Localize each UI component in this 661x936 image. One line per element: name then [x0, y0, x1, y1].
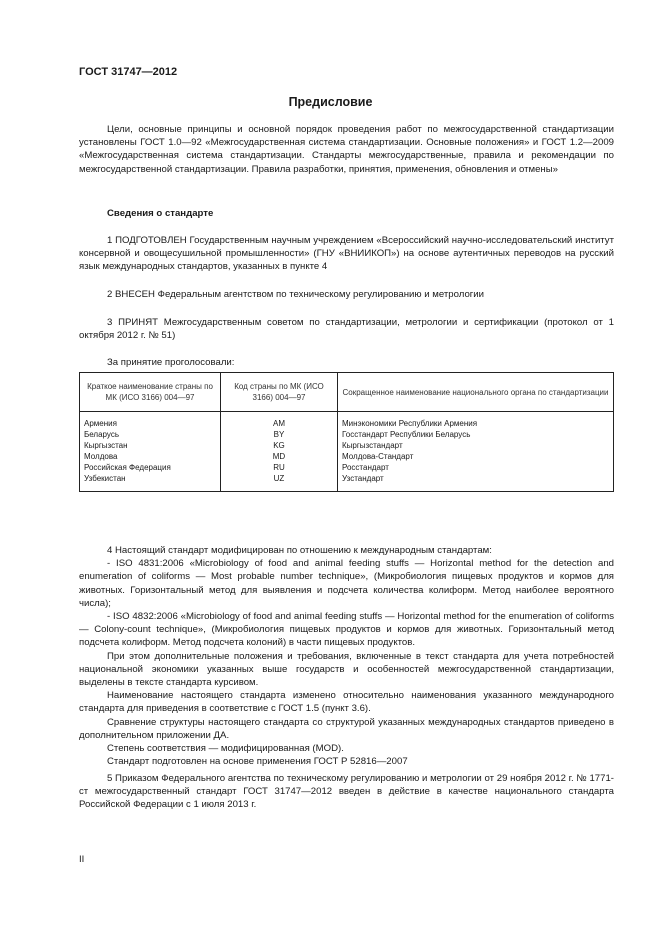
document-header: ГОСТ 31747—2012 [79, 66, 178, 78]
voting-table [79, 372, 614, 492]
item-4-basis: Стандарт подготовлен на основе применения ГОСТ Р 52816—2007 [107, 756, 408, 768]
country-cell: Узбекистан [80, 473, 221, 492]
page-number: II [79, 854, 85, 865]
column-header-code: Код страны по МК (ИСО 3166) 004—97 [221, 373, 338, 412]
code-cell: AM [221, 412, 338, 430]
item-4-name-changed: Наименование настоящего стандарта изменено относительно наименования указанного международного стандарта для приведения в соответствие с ГОСТ 1.5 (пункт 3.6). [79, 690, 614, 715]
body-cell: Узстандарт [338, 473, 614, 492]
country-cell: Армения [80, 412, 221, 430]
code-cell: UZ [221, 473, 338, 492]
code-cell: RU [221, 462, 338, 473]
column-header-body: Сокращенное наименование национального органа по стандартизации [338, 373, 614, 412]
table-row [80, 440, 614, 451]
about-heading: Сведения о стандарте [107, 208, 214, 219]
country-cell: Беларусь [80, 429, 221, 440]
item-4-iso-4832: - ISO 4832:2006 «Microbiology of food and animal feeding stuffs — Horizontal method for the enumeration of coliforms — Colony-count technique», (Микробиология пищевых продуктов и кормов для животных. Горизонтальный метод подсчета колиформ. Метод подсчета колоний) в части пищевых продуктов. [79, 611, 614, 649]
item-2-paragraph: 2 ВНЕСЕН Федеральным агентством по техническому регулированию и метрологии [107, 289, 485, 300]
country-cell: Российская Федерация [80, 462, 221, 473]
intro-paragraph: Цели, основные принципы и основной порядок проведения работ по межгосударственной стандартизации установлены ГОСТ 1.0—92 «Межгосударственная система стандартизации. Основные положения» и ГОСТ 1.2—2009 «Межгосударственная система стандартизации. Стандарты межгосударственные, правила и рекомендации по межгосударственной стандартизации. Правила разработки, принятия, применения, обновления и отмены» [79, 124, 614, 175]
column-header-country: Краткое наименование страны по МК (ИСО 3166) 004—97 [80, 373, 221, 412]
item-4-degree: Степень соответствия — модифицированная (MOD). [107, 743, 344, 755]
body-cell: Росстандарт [338, 462, 614, 473]
item-5-paragraph: 5 Приказом Федерального агентства по техническому регулированию и метрологии от 29 ноября 2012 г. № 1771-ст межгосударственный стандарт ГОСТ 31747—2012 введен в действие в качестве национального стандарта Российской Федерации с 1 июля 2013 г. [79, 773, 614, 811]
country-cell: Кыргызстан [80, 440, 221, 451]
item-4-iso-4831: - ISO 4831:2006 «Microbiology of food and animal feeding stuffs — Horizontal method for the detection and enumeration of coliforms — Most probable number technique», (Микробиология пищевых продуктов и кормов для животных. Горизонтальный метод для выявления и подсчета количества колиформ. Метод наиболее вероятного числа); [79, 558, 614, 609]
body-cell: Госстандарт Республики Беларусь [338, 429, 614, 440]
table-row [80, 473, 614, 492]
item-1-paragraph: 1 ПОДГОТОВЛЕН Государственным научным учреждением «Всероссийский научно-исследовательский институт консервной и овощесушильной промышленности» (ГНУ «ВНИИКОП») на основе аутентичных переводов на русский язык международных стандартов, указанных в пункте 4 [79, 235, 614, 273]
country-cell: Молдова [80, 451, 221, 462]
voted-label: За принятие проголосовали: [107, 357, 235, 368]
page-title: Предисловие [288, 95, 373, 109]
body-cell: Минэкономики Республики Армения [338, 412, 614, 430]
table-header-row [80, 373, 614, 412]
item-4-comparison: Сравнение структуры настоящего стандарта со структурой указанных международных стандартов приведено в дополнительном приложении ДА. [79, 716, 614, 741]
body-cell: Молдова-Стандарт [338, 451, 614, 462]
table-row [80, 429, 614, 440]
item-4-lead: 4 Настоящий стандарт модифицирован по отношению к международным стандартам: [107, 545, 492, 556]
table-row [80, 412, 614, 430]
table-row [80, 451, 614, 462]
item-4-section [79, 544, 614, 768]
code-cell: KG [221, 440, 338, 451]
code-cell: BY [221, 429, 338, 440]
table-row [80, 462, 614, 473]
body-cell: Кыргызстандарт [338, 440, 614, 451]
item-3-paragraph: 3 ПРИНЯТ Межгосударственным советом по стандартизации, метрологии и сертификации (протокол от 1 октября 2012 г. № 51) [79, 317, 614, 342]
code-cell: MD [221, 451, 338, 462]
item-4-additional: При этом дополнительные положения и требования, включенные в текст стандарта для учета потребностей национальной экономики указанных выше государств и особенностей межгосударственной стандартизации, выделены в тексте стандарта курсивом. [79, 650, 614, 689]
